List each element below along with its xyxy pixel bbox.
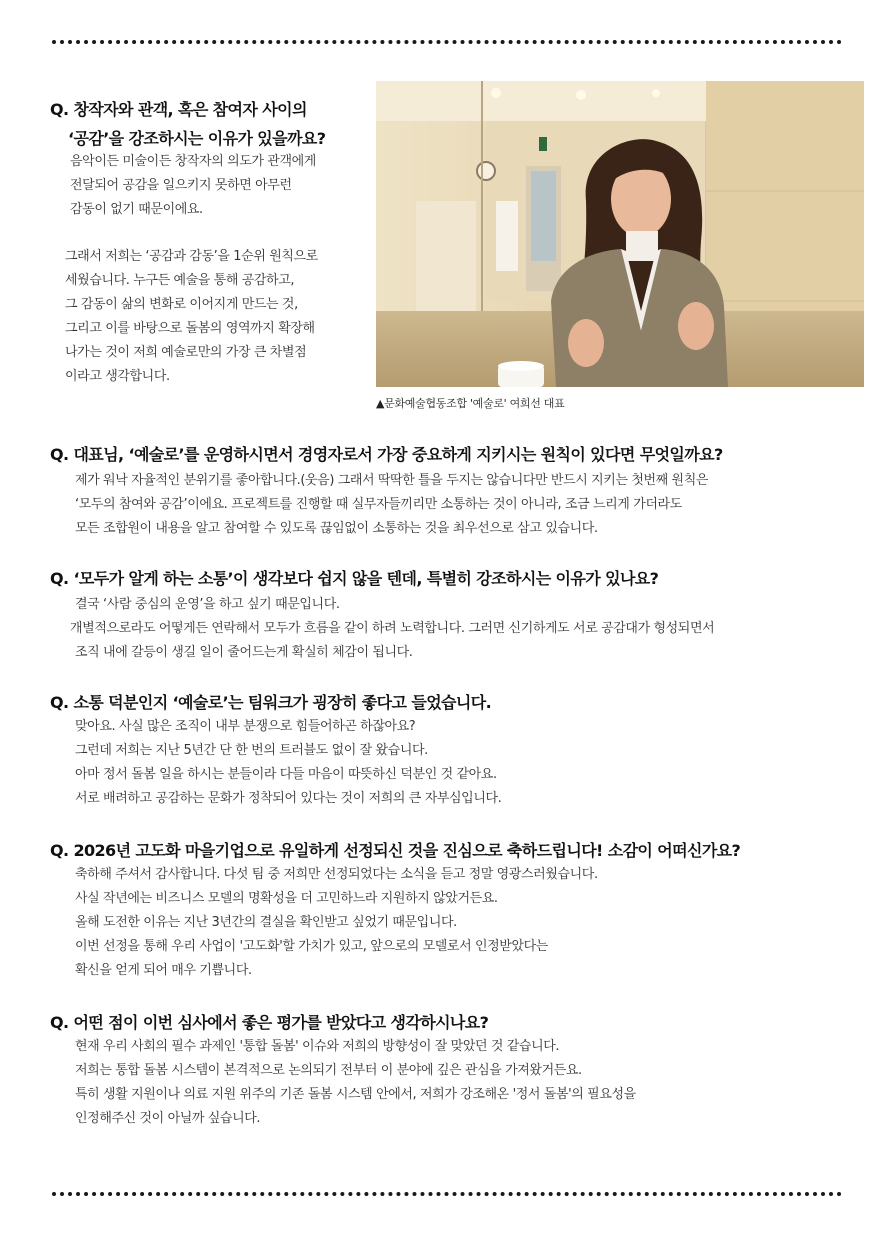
answer-line: 전달되어 공감을 일으키지 못하면 아무런: [70, 178, 292, 193]
answer-line: 그런데 저희는 지난 5년간 단 한 번의 트러블도 없이 잘 왔습니다.: [75, 743, 428, 758]
answer-line: 맞아요. 사실 많은 조직이 내부 분쟁으로 힘들어하곤 하잖아요?: [75, 719, 416, 734]
interview-photo: [376, 81, 864, 387]
answer-line: 현재 우리 사회의 필수 과제인 '통합 돌봄' 이슈와 저희의 방향성이 잘 맞았던 것 같습니다.: [75, 1039, 560, 1054]
answer-1-paragraph-1: [70, 150, 316, 222]
answer-line: 저희는 통합 돌봄 시스템이 본격적으로 논의되기 전부터 이 분야에 깊은 관심을 가져왔거든요.: [75, 1063, 582, 1078]
answer-line: 그 감동이 삶의 변화로 이어지게 만드는 것,: [65, 297, 298, 312]
question-4: Q. 소통 덕분인지 ‘예술로’는 팀워크가 굉장히 좋다고 들었습니다.: [50, 693, 492, 712]
answer-4: [75, 715, 501, 811]
answer-line: 모든 조합원이 내용을 알고 참여할 수 있도록 끊임없이 소통하는 것을 최우선으로 삼고 있습니다.: [75, 521, 598, 536]
answer-line: 이번 선정을 통해 우리 사업이 '고도화'할 가치가 있고, 앞으로의 모델로서 인정받았다는: [75, 939, 548, 954]
answer-line: 나가는 것이 저희 예술로만의 가장 큰 차별점: [65, 345, 307, 360]
bottom-dotted-divider: [52, 1192, 842, 1196]
answer-1-paragraph-2: [65, 245, 318, 389]
answer-line: 결국 ‘사람 중심의 운영’을 하고 싶기 때문입니다.: [75, 597, 340, 612]
question-1-line-1: Q. 창작자와 관객, 혹은 참여자 사이의: [50, 100, 307, 119]
answer-line: 조직 내에 갈등이 생길 일이 줄어드는게 확실히 체감이 됩니다.: [75, 645, 413, 660]
answer-line: 음악이든 미술이든 창작자의 의도가 관객에게: [70, 154, 316, 169]
answer-line: 이라고 생각합니다.: [65, 369, 170, 384]
answer-3: [70, 593, 714, 665]
answer-line: 확신을 얻게 되어 매우 기쁩니다.: [75, 963, 252, 978]
answer-line: 그래서 저희는 ‘공감과 감동’을 1순위 원칙으로: [65, 249, 318, 264]
answer-line: 세웠습니다. 누구든 예술을 통해 공감하고,: [65, 273, 295, 288]
answer-line: 서로 배려하고 공감하는 문화가 정착되어 있다는 것이 저희의 큰 자부심입니다.: [75, 791, 502, 806]
answer-line: 사실 작년에는 비즈니스 모델의 명확성을 더 고민하느라 지원하지 않았거든요.: [75, 891, 498, 906]
answer-line: 개별적으로라도 어떻게든 연락해서 모두가 흐름을 같이 하려 노력합니다. 그러면 신기하게도 서로 공감대가 형성되면서: [70, 621, 715, 636]
question-1: [50, 95, 325, 153]
answer-line: 인정해주신 것이 아닐까 싶습니다.: [75, 1111, 261, 1126]
question-1-line-2: ‘공감’을 강조하시는 이유가 있을까요?: [68, 129, 326, 148]
answer-line: 올해 도전한 이유는 지난 3년간의 결실을 확인받고 싶었기 때문입니다.: [75, 915, 457, 930]
answer-5: [75, 863, 598, 983]
answer-2: [75, 469, 708, 541]
answer-6: [75, 1035, 636, 1131]
question-6: Q. 어떤 점이 이번 심사에서 좋은 평가를 받았다고 생각하시나요?: [50, 1013, 489, 1032]
photo-caption: ▲문화예술협동조합 '예술로' 여희선 대표: [376, 397, 565, 410]
question-2: Q. 대표님, ‘예술로’를 운영하시면서 경영자로서 가장 중요하게 지키시는 원칙이 있다면 무엇일까요?: [50, 445, 723, 464]
answer-line: ‘모두의 참여와 공감’이에요. 프로젝트를 진행할 때 실무자들끼리만 소통하는 것이 아니라, 조금 느리게 가더라도: [75, 497, 682, 512]
top-dotted-divider: [52, 40, 842, 44]
answer-line: 감동이 없기 때문이에요.: [70, 202, 203, 217]
question-5: Q. 2026년 고도화 마을기업으로 유일하게 선정되신 것을 진심으로 축하드립니다! 소감이 어떠신가요?: [50, 841, 741, 860]
answer-line: 그리고 이를 바탕으로 돌봄의 영역까지 확장해: [65, 321, 315, 336]
question-3: Q. ‘모두가 알게 하는 소통’이 생각보다 쉽지 않을 텐데, 특별히 강조하시는 이유가 있나요?: [50, 569, 659, 588]
answer-line: 축하해 주셔서 감사합니다. 다섯 팀 중 저희만 선정되었다는 소식을 듣고 정말 영광스러웠습니다.: [75, 867, 598, 882]
answer-line: 아마 정서 돌봄 일을 하시는 분들이라 다들 마음이 따뜻하신 덕분인 것 같아요.: [75, 767, 497, 782]
answer-line: 제가 워낙 자율적인 분위기를 좋아합니다.(웃음) 그래서 딱딱한 틀을 두지는 않습니다만 반드시 지키는 첫번째 원칙은: [75, 473, 709, 488]
answer-line: 특히 생활 지원이나 의료 지원 위주의 기존 돌봄 시스템 안에서, 저희가 강조해온 '정서 돌봄'의 필요성을: [75, 1087, 636, 1102]
